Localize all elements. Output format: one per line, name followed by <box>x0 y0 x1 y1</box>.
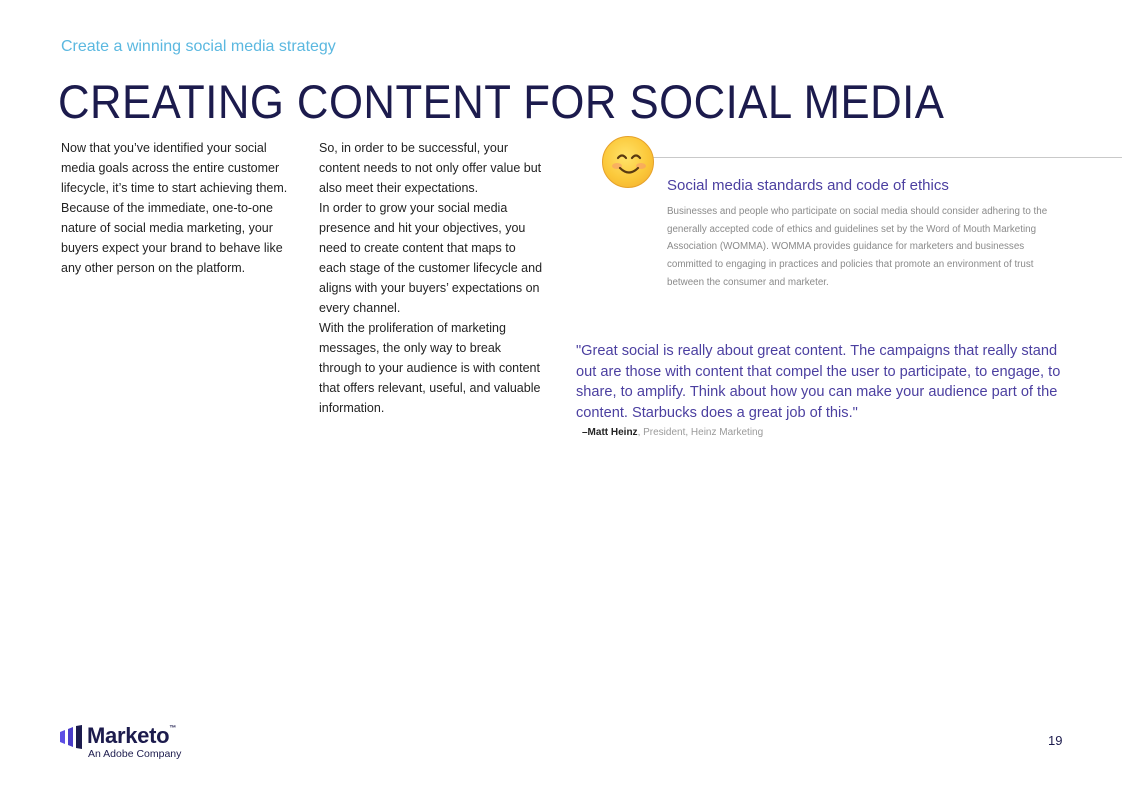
smiling-face-icon <box>602 136 654 188</box>
body-column-1: Now that you’ve identified your social media goals across the entire customer lifecycle, it’s time to start achieving them. Because of the immediate, one-to-one nature of social media marketing, your buyers expect your brand to behave like any other person on the platform. <box>61 141 288 275</box>
sidebar-divider <box>652 157 1122 158</box>
page-number: 19 <box>1048 733 1063 748</box>
quote-attribution <box>582 427 763 438</box>
sidebar-heading: Social media standards and code of ethics <box>667 177 949 194</box>
quote-author: –Matt Heinz <box>582 427 638 438</box>
body-paragraph: So, in order to be successful, your content needs to not only offer value but also meet their expectations. <box>319 141 542 195</box>
logo-name: Marketo <box>87 723 170 748</box>
page-title: CREATING CONTENT FOR SOCIAL MEDIA <box>58 75 945 128</box>
sidebar-body: Businesses and people who participate on social media should consider adhering to the generally accepted code of ethics and guidelines set by the Word of Mouth Marketing Association (WOMMA). WOMMA provides guidance for marketers and businesses committed to engaging in practices and policies that promote an environment of trust between the consumer and marketer. <box>667 206 1048 288</box>
pull-quote: "Great social is really about great content. The campaigns that really stand out are those with content that compel the user to participate, to engage, to share, to amplify. Think about how you can make your audience part of the content. Starbucks does a great job of this." <box>576 343 1061 421</box>
logo-tagline: An Adobe Company <box>88 748 182 760</box>
marketo-logo-icon <box>60 725 84 749</box>
body-paragraph: In order to grow your social media presence and hit your objectives, you need to create content that maps to each stage of the customer lifecycle and aligns with your buyers’ expectations on every channel. <box>319 201 543 315</box>
body-column-2 <box>319 138 544 418</box>
logo-trademark: ™ <box>169 725 176 732</box>
section-eyebrow: Create a winning social media strategy <box>61 38 336 55</box>
quote-author-role: , President, Heinz Marketing <box>637 427 764 438</box>
body-paragraph: With the proliferation of marketing messages, the only way to break through to your audience is with content that offers relevant, useful, and valuable information. <box>319 321 541 415</box>
